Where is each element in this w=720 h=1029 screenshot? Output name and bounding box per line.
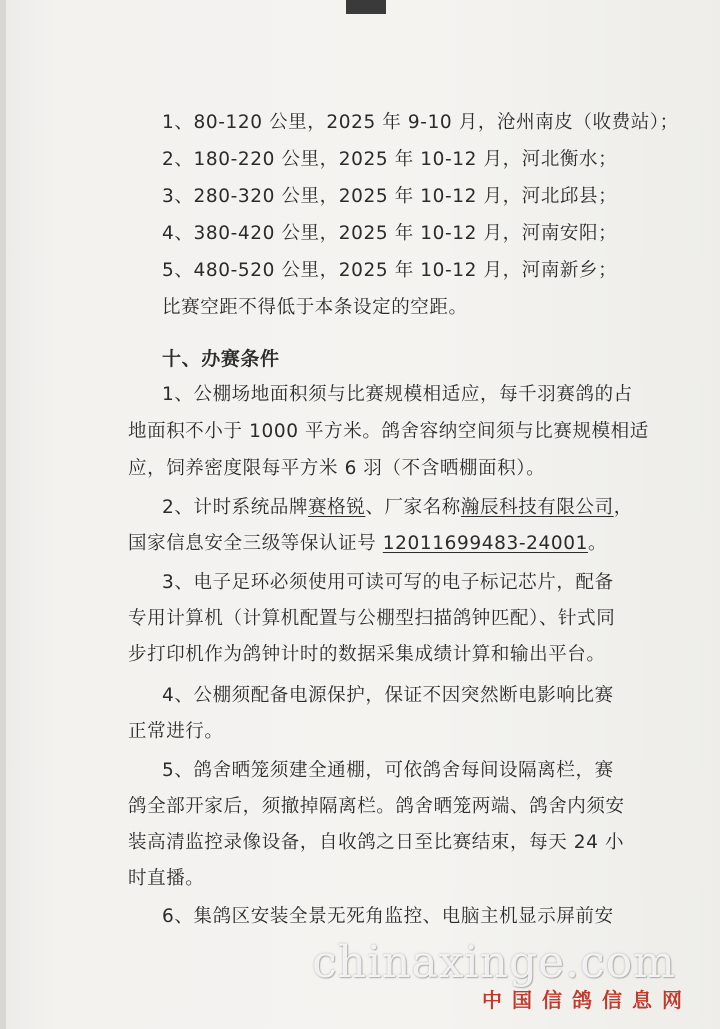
site-name-watermark: 中国信鸽信息网 xyxy=(482,988,692,1012)
paragraph-line: 5、鸽舍晒笼须建全通棚，可依鸽舍每间设隔离栏，赛 xyxy=(162,760,614,781)
binding-mark xyxy=(346,0,386,14)
distance-note: 比赛空距不得低于本条设定的空距。 xyxy=(162,297,468,318)
company-name: 瀚辰科技有限公司 xyxy=(460,497,614,518)
paragraph-line: 地面积不小于 1000 平方米。鸽舍容纳空间须与比赛规模相适 xyxy=(128,421,649,442)
list-item: 3、280-320 公里，2025 年 10-12 月，河北邱县； xyxy=(162,186,618,207)
paragraph-line: 正常进行。 xyxy=(128,721,224,742)
list-item: 2、180-220 公里，2025 年 10-12 月，河北衡水； xyxy=(162,149,618,170)
paragraph-line: 步打印机作为鸽钟计时的数据采集成绩计算和输出平台。 xyxy=(128,644,606,665)
cert-number: 12011699483-24001 xyxy=(382,533,588,554)
paragraph-line: 4、公棚须配备电源保护，保证不因突然断电影响比赛 xyxy=(162,685,614,706)
paragraph-line xyxy=(128,529,607,555)
text-run: 、厂家名称 xyxy=(365,497,461,518)
paragraph-line xyxy=(162,493,633,519)
brand-name: 赛格锐 xyxy=(308,497,366,518)
paragraph-line: 专用计算机（计算机配置与公棚型扫描鸽钟匹配）、针式同 xyxy=(128,608,616,629)
text-run: 。 xyxy=(588,533,608,554)
list-item: 1、80-120 公里，2025 年 9-10 月，沧州南皮（收费站）； xyxy=(162,112,679,133)
paragraph-line: 3、电子足环必须使用可读可写的电子标记芯片，配备 xyxy=(162,572,614,593)
text-run: 国家信息安全三级等保认证号 xyxy=(128,533,383,554)
text-run: ， xyxy=(613,497,633,518)
paragraph-line: 应，饲养密度限每平方米 6 羽（不含晒棚面积）。 xyxy=(128,458,546,479)
list-item: 5、480-520 公里，2025 年 10-12 月，河南新乡； xyxy=(162,260,618,281)
paragraph-line: 1、公棚场地面积须与比赛规模相适应，每千羽赛鸽的占 xyxy=(162,384,633,405)
section-title: 十、办赛条件 xyxy=(162,348,280,370)
paragraph-line: 时直播。 xyxy=(128,868,205,889)
site-watermark: chinaxinge.com xyxy=(312,937,676,988)
list-item: 4、380-420 公里，2025 年 10-12 月，河南安阳； xyxy=(162,223,618,244)
paragraph-line: 装高清监控录像设备，自收鸽之日至比赛结束，每天 24 小 xyxy=(128,832,625,853)
text-run: 2、计时系统品牌 xyxy=(162,497,309,518)
paragraph-line: 鸽全部开家后，须撤掉隔离栏。鸽舍晒笼两端、鸽舍内须安 xyxy=(128,796,625,817)
page-edge-shadow xyxy=(0,0,6,1029)
paragraph-line: 6、集鸽区安装全景无死角监控、电脑主机显示屏前安 xyxy=(162,906,614,927)
